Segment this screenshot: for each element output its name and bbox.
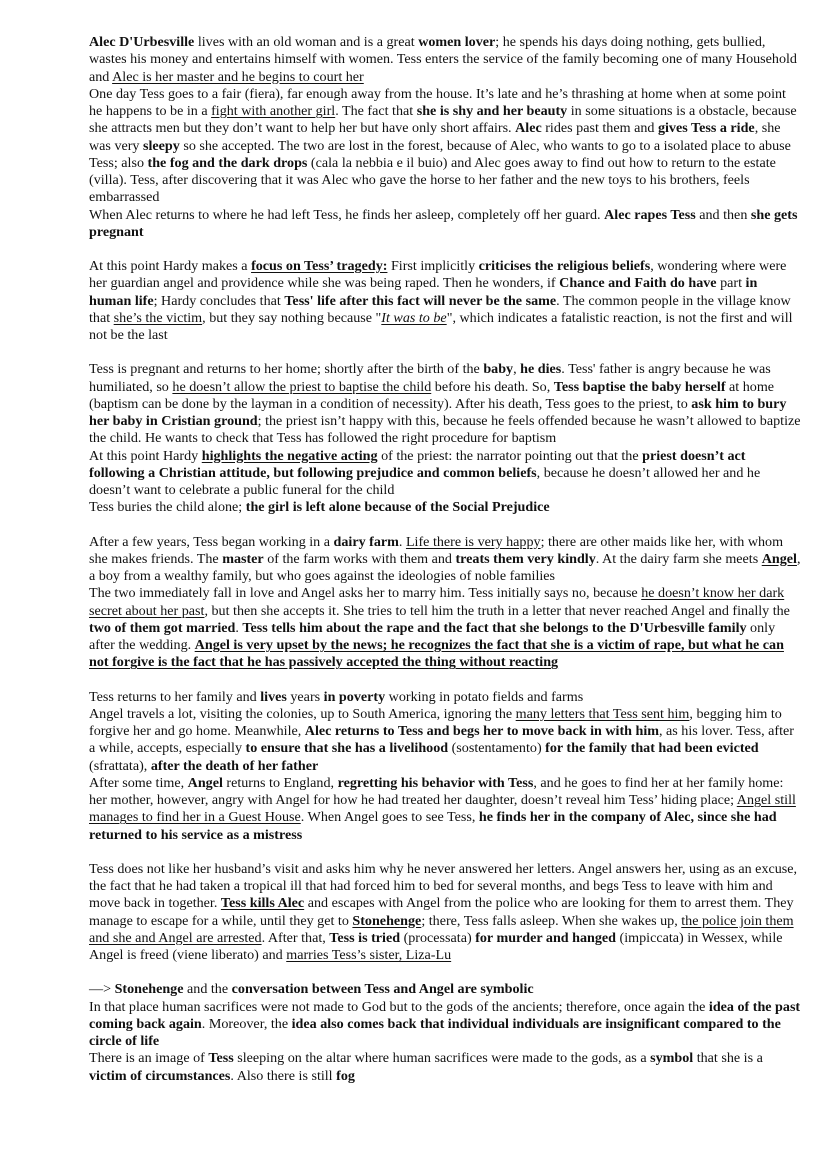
emphasis-text: criticises the religious beliefs (478, 258, 651, 274)
emphasis-text: Alec D'Urbesville (89, 34, 195, 50)
emphasis-text: Stonehenge (114, 981, 184, 998)
emphasis-text: women lover (418, 34, 496, 50)
text-segment: , as his lover. Tess, after a while, accepts, especially (89, 723, 794, 757)
underlined-text: many letters that Tess sent him (515, 705, 690, 722)
emphasis-text: she gets pregnant (89, 206, 798, 240)
underlined-text: Life there is very happy (405, 533, 541, 550)
text-segment: . Tess' father is angry because he was humiliated, so (89, 361, 771, 395)
text-line (89, 258, 801, 344)
emphasis-text: the fog and the dark drops (147, 154, 308, 171)
paragraph (89, 861, 801, 965)
text-segment: returns to England, (222, 774, 338, 791)
emphasis-text: for murder and hanged (475, 929, 617, 946)
text-line (89, 207, 801, 242)
underlined-text: Alec is her master and he begins to court her (112, 68, 364, 85)
underlined-text: fight with another girl (211, 103, 336, 119)
text-segment: . (398, 533, 406, 550)
text-segment: ; he spends his days doing nothing, gets bullied, wastes his money and entertains himself with women. Tess enters the service of the family becoming one of many Household and (89, 34, 797, 85)
text-segment: , she was very (89, 120, 781, 154)
text-segment: in some situations is a obstacle, because she attracts men but they don’t want to help her but have only short affairs. (89, 103, 797, 137)
paragraph (89, 534, 801, 672)
emphasis-text: Stonehenge (352, 912, 422, 929)
text-segment: . When Angel goes to see Tess, (300, 809, 479, 826)
text-segment: , but then she accepts it. She tries to tell him the truth in a letter that never reached Angel and finally the (204, 602, 790, 619)
underlined-text: Angel still manages to find her in a Guest House (89, 792, 796, 826)
text-segment: In that place human sacrifices were not made to God but to the gods of the ancients; therefore, once again the (89, 998, 709, 1015)
text-segment: ; Hardy concludes that (153, 292, 285, 309)
text-segment: Tess does not like her husband’s visit and asks him why he never answered her letters. Angel answers her, using as an excuse, the fact that he had taken a tropical ill that had forced him to bed for several months, and begs Tess to leave with him and move back in together. (89, 860, 798, 912)
text-line (89, 86, 801, 207)
text-segment: of the priest: the narrator pointing out that the (377, 447, 643, 464)
text-segment: (processata) (400, 929, 476, 946)
emphasis-text: Tess baptise the baby herself (553, 378, 726, 395)
text-segment: , but they say nothing because " (202, 309, 382, 326)
emphasis-text: dairy farm (333, 533, 399, 550)
emphasis-text: to ensure that she has a livelihood (245, 740, 449, 757)
emphasis-text: Angel (187, 774, 223, 791)
text-segment: One day Tess goes to a fair (fiera), far enough away from the house. It’s late and he’s thrashing at home when at some point he happens to be in a (89, 85, 786, 119)
underlined-text: he doesn’t know her dark secret about her past (89, 585, 785, 619)
emphasis-text: idea of the past coming back again (89, 998, 801, 1032)
underlined-text: she’s the victim (113, 309, 203, 326)
text-segment: part (716, 275, 746, 292)
emphasis-text: he finds her in the company of Alec, since she had returned to his service as a mistress (89, 809, 777, 843)
text-segment: The two immediately fall in love and Angel asks her to marry him. Tess initially says no, because (89, 585, 642, 602)
text-segment: (impiccata) in Wessex, while Angel is freed (viene liberato) and (89, 929, 783, 963)
text-segment: of the farm works with them and (263, 550, 456, 567)
text-segment: before his death. So, (431, 378, 554, 395)
emphasis-text: Angel is very upset by the news; he recognizes the fact that she is a victim of rape, but what he can not forgive is the fact that he has passively accepted the thing without reacting (89, 637, 784, 671)
text-segment: After a few years, Tess began working in a (89, 533, 334, 550)
text-line (89, 499, 801, 516)
emphasis-text: baby (483, 361, 514, 378)
text-segment: , (513, 361, 521, 378)
text-segment: and escapes with Angel from the police who are looking for them to arrest them. They manage to escape for a while, until they get to (89, 895, 794, 929)
emphasis-text: focus on Tess’ tragedy: (251, 258, 388, 274)
text-line (89, 775, 801, 844)
emphasis-text: ask him to bury her baby in Cristian ground (89, 395, 787, 429)
text-segment: First implicitly (387, 258, 479, 274)
emphasis-text: Tess (208, 1050, 234, 1067)
emphasis-text: in human life (89, 275, 758, 309)
text-line (89, 981, 801, 998)
paragraph (89, 689, 801, 844)
paragraph (89, 258, 801, 344)
text-segment: . The fact that (335, 103, 417, 119)
text-segment: years (286, 688, 324, 705)
emphasis-text: conversation between Tess and Angel are symbolic (231, 981, 534, 998)
text-segment: and the (183, 981, 232, 998)
text-segment: rides past them and (541, 120, 658, 137)
emphasis-text: Tess is tried (329, 929, 401, 946)
underlined-text: the police join them and she and Angel are arrested (89, 912, 794, 946)
text-segment: (sostentamento) (448, 740, 546, 757)
text-segment: , begging him to forgive her and go home. Meanwhile, (89, 705, 782, 739)
text-segment: . The common people in the village know that (89, 292, 791, 326)
text-segment: (sfrattata), (89, 757, 151, 774)
text-segment: and then (695, 206, 751, 223)
text-segment: ", which indicates a fatalistic reaction, is not the first and will not be the last (89, 309, 793, 343)
underlined-text: marries Tess’s sister, Liza-Lu (286, 947, 452, 963)
emphasis-text: for the family that had been evicted (545, 740, 759, 757)
text-segment: sleeping on the altar where human sacrifices were made to the gods, as a (233, 1050, 651, 1067)
text-segment: . After that, (261, 929, 330, 946)
text-segment: , wondering where were her guardian angel and providence while she was being raped. Then he wonders, if (89, 258, 787, 292)
text-segment: , and he goes to find her at her family home: her mother, however, angry with Angel for how he had treated her daughter, doesn’t reveal him Tess’ hiding place; (89, 774, 784, 808)
text-line (89, 534, 801, 586)
paragraph (89, 34, 801, 241)
emphasis-text: gives Tess a ride (657, 120, 755, 137)
emphasis-text: symbol (650, 1050, 694, 1067)
text-line (89, 34, 801, 86)
emphasis-text: in poverty (323, 688, 386, 705)
emphasis-text: she is shy and her beauty (416, 103, 568, 119)
emphasis-text: victim of circumstances (89, 1067, 231, 1084)
emphasis-text: Tess tells him about the rape and the fact that she belongs to the D'Urbesville family (242, 619, 747, 636)
underlined-text: It was to be (381, 309, 447, 326)
emphasis-text: fog (336, 1067, 355, 1084)
text-segment: Angel travels a lot, visiting the colonies, up to South America, ignoring the (89, 705, 516, 722)
emphasis-text: he dies (520, 361, 562, 378)
text-segment: ; there are other maids like her, with whom she makes friends. The (89, 533, 784, 567)
text-segment: When Alec returns to where he had left Tess, he finds her asleep, completely off her guard. (89, 206, 605, 223)
emphasis-text: Chance and Faith do have (559, 275, 717, 292)
emphasis-text: treats them very kindly (455, 550, 596, 567)
emphasis-text: Alec returns to Tess and begs her to move back in with him (304, 723, 659, 739)
text-segment: After some time, (89, 774, 188, 791)
emphasis-text: regretting his behavior with Tess (337, 774, 534, 791)
emphasis-text: idea also comes back that individual individuals are insignificant compared to the circle of life (89, 1015, 781, 1049)
text-segment: —> (89, 981, 115, 998)
text-segment: ; there, Tess falls asleep. When she wakes up, (421, 912, 682, 929)
text-segment: Tess returns to her family and (89, 688, 261, 705)
document-page (89, 34, 801, 1102)
text-segment: Tess is pregnant and returns to her home; shortly after the birth of the (89, 361, 484, 378)
text-segment: . At the dairy farm she meets (595, 550, 762, 567)
text-line (89, 585, 801, 671)
emphasis-text: Alec rapes Tess (604, 206, 696, 223)
text-line (89, 861, 801, 965)
emphasis-text: Tess' life after this fact will never be the same (284, 292, 557, 309)
text-segment: , a boy from a wealthy family, but who goes against the ideologies of noble families (89, 550, 801, 584)
emphasis-text: after the death of her father (150, 757, 319, 774)
text-line (89, 999, 801, 1051)
text-segment: lives with an old woman and is a great (194, 34, 419, 50)
text-segment: Tess buries the child alone; (89, 499, 246, 516)
text-line (89, 361, 801, 447)
paragraph (89, 981, 801, 1085)
text-segment: that she is a (693, 1050, 763, 1067)
text-segment: At this point Hardy (89, 447, 202, 464)
emphasis-text: the girl is left alone because of the Social Prejudice (245, 499, 550, 516)
text-segment: . Also there is still (230, 1067, 337, 1084)
text-segment: , because he doesn’t allowed her and he doesn’t want to celebrate a public funeral for the child (89, 464, 761, 498)
underlined-text: he doesn’t allow the priest to baptise the child (172, 378, 432, 395)
emphasis-text: sleepy (143, 137, 180, 154)
text-line (89, 448, 801, 500)
text-segment: There is an image of (89, 1050, 209, 1067)
emphasis-text: Alec (515, 120, 542, 137)
text-segment: at home (baptism can be done by the layman in a condition of necessity). After his death, Tess goes to the priest, to (89, 378, 775, 412)
text-segment: . Moreover, the (201, 1015, 292, 1032)
text-segment: working in potato fields and farms (385, 688, 584, 705)
emphasis-text: lives (260, 688, 287, 705)
emphasis-text: priest doesn’t act following a Christian attitude, but following prejudice and common beliefs (89, 447, 746, 481)
text-line (89, 1050, 801, 1085)
text-segment: . (235, 619, 243, 636)
emphasis-text: highlights the negative acting (201, 447, 378, 464)
emphasis-text: Tess kills Alec (220, 895, 305, 912)
text-segment: At this point Hardy makes a (89, 258, 252, 274)
emphasis-text: master (222, 550, 264, 567)
text-segment: ; the priest isn’t happy with this, because he feels offended because he wasn’t allowed to baptize the child. He wants to check that Tess has followed the right procedure for baptism (89, 413, 801, 447)
text-line (89, 689, 801, 706)
text-segment: only after the wedding. (89, 619, 776, 653)
emphasis-text: Angel (761, 550, 797, 567)
text-segment: so she accepted. The two are lost in the forest, because of Alec, who wants to go to a isolated place to abuse Tess; also (89, 137, 791, 171)
emphasis-text: two of them got married (89, 619, 236, 636)
text-line (89, 706, 801, 775)
paragraph (89, 361, 801, 516)
text-segment: (cala la nebbia e il buio) and Alec goes away to find out how to return to the estate (villa). Tess, after discovering that it was Alec who gave the horse to her father and the new toys to his brothers, feels embarrassed (89, 154, 776, 206)
